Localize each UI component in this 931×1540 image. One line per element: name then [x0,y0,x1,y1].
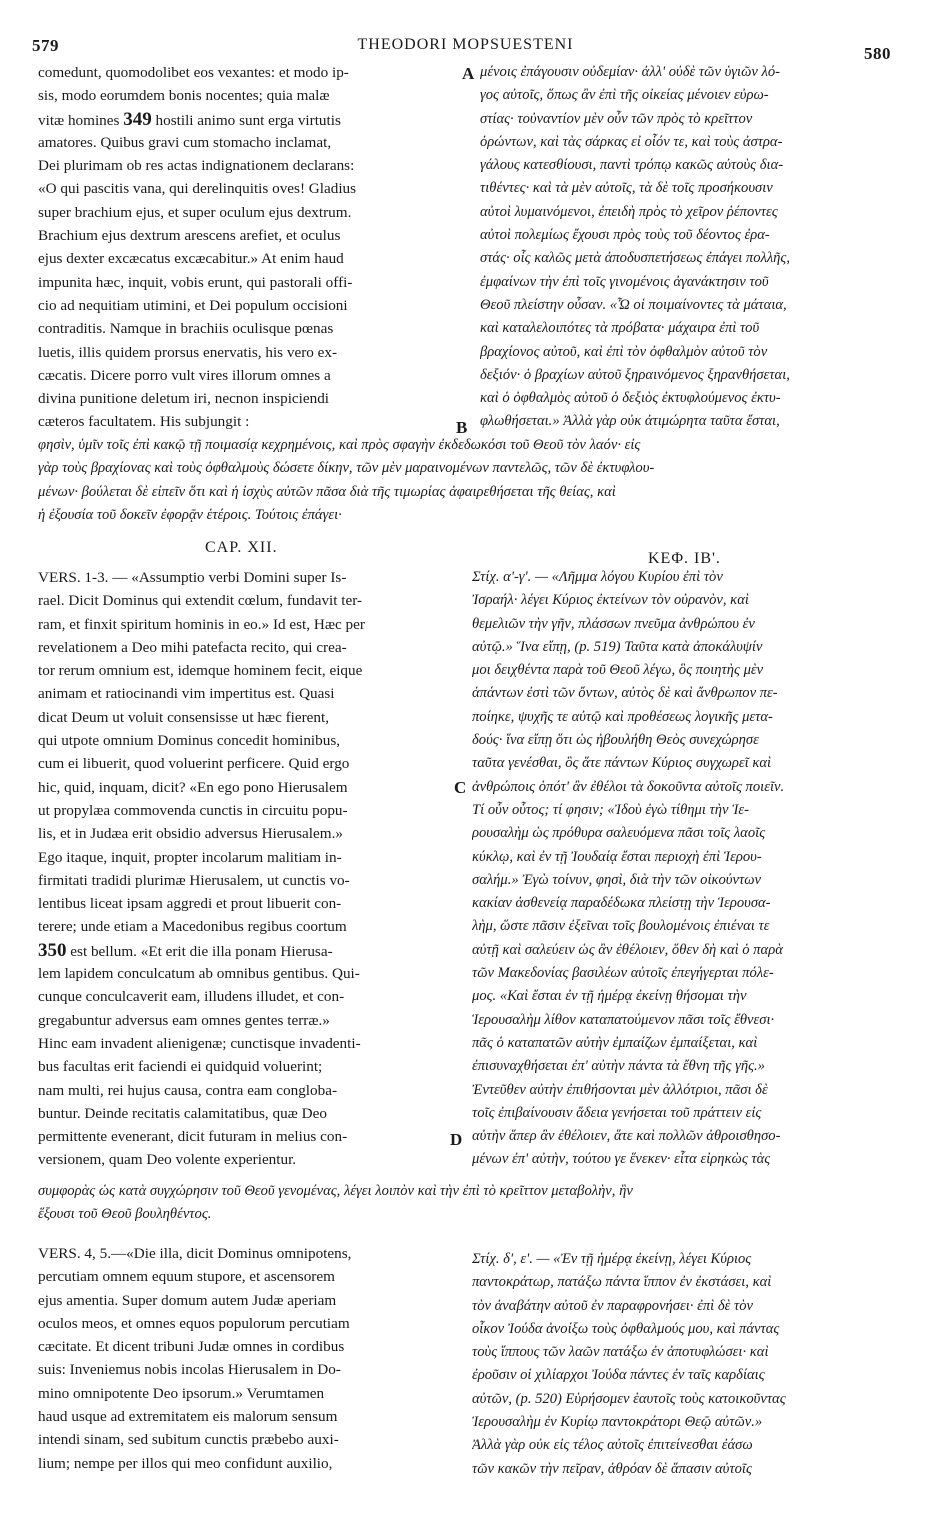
text-line: δεξιόν· ὁ βραχίων αὐτοῦ ξηραινόμενος ξηρανθήσεται, [480,366,790,383]
text-line: dicat Deum ut voluit consensisse ut hæc fierent, [38,708,330,726]
text-line: gregabuntur adversus eam omnes gentes terræ.» [38,1011,330,1029]
text-line: ἐπισυναχθήσεται ἐπ' αὐτὴν πάντα τὰ ἔθνη τῆς γῆς.» [472,1058,765,1075]
text-line: καὶ ὁ ὀφθαλμὸς αὐτοῦ ὁ δεξιὸς ἐκτυφλούμενος ἐκτυ- [480,390,781,407]
margin-letter-d: D [450,1130,463,1149]
greek-chapter-title: ΚΕΦ. ΙΒ'. [648,550,721,567]
text-line: κύκλῳ, καὶ ἐν τῇ Ἰουδαίᾳ ἔσται περιοχὴ ἐπὶ Ἱερου- [472,848,762,865]
text-line: VERS. 4, 5.—«Die illa, dicit Dominus omnipotens, [38,1245,352,1262]
text-line: φλωθήσεται.» Ἀλλὰ γὰρ οὐκ ἀτιμώρητα ταῦτα ἔσται, [480,413,780,430]
text-line: παντοκράτωρ, πατάξω πάντα ἵππον ἐν ἐκστάσει, καὶ [472,1274,772,1291]
text-line: αὐτὴν ἅπερ ἂν ἐθέλοιεν, ἅτε καὶ πολλῶν ἀθροισθησο- [472,1128,781,1145]
text-line: τιθέντες· καὶ τὰ μὲν αὐτοῖς, τὰ δὲ τοῖς προσήκουσιν [480,180,773,197]
text-line: ἀνθρώποις ὁπότ' ἂν ἐθέλοι τὰ δοκοῦντα αὐτοῖς ποιεῖν. [472,778,785,795]
text-line: comedunt, quomodolibet eos vexantes: et modo ip- [38,64,349,81]
margin-letter-c: C [454,778,467,797]
text-line: buntur. Deinde recitatis calamitatibus, quæ Deo [38,1104,327,1122]
text-line: Ἰσραήλ· λέγει Κύριος ἐκτείνων τὸν οὐρανὸν, καὶ [472,592,749,609]
text-line: Ἐντεῦθεν αὐτὴν ἐπιθήσονται μὲν ἀλλότριοι, πᾶσι δὲ [472,1081,768,1098]
greek-column-section2 [472,566,918,1172]
text-line: Ἀλλὰ γὰρ οὐκ εἰς τέλος αὐτοῖς ἐπιτείνεσθαι ἐάσω [472,1437,753,1454]
text-line: δούς· ἵνα εἴπῃ ὅτι ὡς ἠβουλήθη Θεὸς συνεχώρησε [472,732,759,749]
text-line: oculos meos, et omnes equos populorum percutiam [38,1314,350,1332]
text-line: φησὶν, ὑμῖν τοῖς ἐπὶ κακῷ τῇ ποιμασίᾳ κεχρημένοις, καὶ πρὸς σφαγὴν ἐκδεδωκόσι τοῦ Θεοῦ τὸν λαόν· εἰς [38,437,641,453]
margin-letter-b: B [456,418,468,437]
text-line: ἁπάντων ἐστὶ τῶν ὄντων, αὐτὸς δὲ καὶ ἄνθρωπον πε- [472,685,778,702]
text-line: revelationem a Deo mihi patefacta recito, qui crea- [38,638,347,656]
text-line: permittente evenerant, dicit futuram in melius con- [38,1128,348,1146]
text-line: Στίχ. δ', ε'. — «Ἐν τῇ ἡμέρᾳ ἐκείνῃ, λέγει Κύριος [472,1251,752,1267]
text-line: versionem, quam Deo volente experientur. [38,1151,297,1169]
text-line: bus facultas erit faciendi ei quidquid voluerint; [38,1058,323,1076]
text-line: lium; nempe per illos qui meo confidunt auxilio, [38,1454,333,1472]
text-line: τῶν Μακεδονίας βασιλέων αὐτοῖς ἐπεγήγερται πόλε- [472,965,774,982]
text-line: μοι δειχθέντα παρὰ τοῦ Θεοῦ λέγω, ὃς ποιητὴς μὲν [472,662,764,679]
text-line: πᾶς ὁ καταπατῶν αὐτὴν ἐμπαίζων ἐμπαίξεται, καὶ [472,1034,758,1051]
text-line: Στίχ. α'-γ'. — «Λῆμμα λόγου Κυρίου ἐπὶ τὸν [472,569,723,585]
text-line: ἐροῦσιν οἱ χιλίαρχοι Ἰούδα πάντες ἐν ταῖς καρδίαις [472,1367,765,1384]
text-line: rael. Dicit Dominus qui extendit cœlum, fundavit ter- [38,592,363,610]
text-line: Ego itaque, inquit, propter incolarum malitiam in- [38,848,342,866]
page-number-right: 580 [864,44,891,63]
text-line: τὸν ἀναβάτην αὐτοῦ ἐν παραφρονήσει· ἐπὶ δὲ τὸν [472,1297,754,1314]
text-line: cæcitate. Et dicent tribuni Judæ omnes in cordibus [38,1338,345,1356]
text-line: Brachium ejus dextrum arescens arefiet, et oculus [38,227,341,245]
text-line: super brachium ejus, et super oculum ejus dextrum. [38,203,352,221]
text-line: Θεοῦ πλείστην οὖσαν. «Ὦ οἱ ποιμαίνοντες τὰ μάταια, [480,296,787,313]
folio-number: 349 [123,108,152,130]
folio-number: 350 [38,939,67,961]
text-line: τοῖς ἐπιβαίνουσιν ἄδεια γενήσεται τοῦ πράττειν εἰς [472,1104,762,1121]
text-line: αὐτοὶ λυμαινόμενοι, ἐπειδὴ πρὸς τὸ χεῖρον ῥέποντες [480,203,778,220]
text-line: γάλους κατεσθίουσι, παντὶ τρόπῳ κακῶς αὐτοὺς δια- [480,157,784,174]
text-line: contraditis. Namque in brachiis oculisque pœnas [38,320,334,338]
text-line: firmitati tradidi plurimæ Hierusalem, ut cunctis vo- [38,871,350,889]
text-line: lis, et in Judæa erit obsidio adversus Hierusalem.» [38,825,343,843]
text-line: ἡ ἐξουσία τοῦ δοκεῖν ἐφορᾷν ἑτέροις. Τούτοις ἐπάγει· [38,506,342,523]
text-line: ram, et finxit spiritum hominis in eo.» Id est, Hæc per [38,615,365,633]
text-line: αὐτοὶ πολεμίως ἔχουσι πρὸς τοὺς τοῦ δέοντος ἐρα- [480,227,770,244]
text-line: lentibus liceat ipsam aggredi et prout libuerit con- [38,895,342,913]
text-line: animam et ratiocinandi vim impertitus est. Quasi [38,685,335,703]
text-line: στάς· οἷς καλῶς μετὰ ἀποδυσπετήσεως ἐπάγει πολλῆς, [480,250,790,267]
text-line: τοὺς ἵππους τῶν λαῶν πατάξω ἐν ἀποτυφλώσει· καὶ [472,1344,769,1361]
text-line: cæteros facultatem. His subjungit : [38,413,250,431]
text-line: sis, modo eorumdem bonis nocentes; quia malæ [38,87,330,105]
text-line: στίας· τοὐναντίον μὲν οὖν τῶν πρὸς τὸ κρεῖττον [480,110,753,127]
greek-column-section1 [480,61,916,434]
greek-fullwidth-section2 [38,1180,916,1227]
text-line: cum ei libuerit, quod voluerint perficere. Quid ergo [38,755,350,773]
text-line: θεμελιῶν τὴν γῆν, πλάσσων πνεῦμα ἀνθρώπου ἐν [472,615,755,632]
text-line: amatores. Quibus gravi cum stomacho inclamat, [38,133,332,151]
text-line: divina punitione deletum iri, necnon inspiciendi [38,390,330,408]
text-line: VERS. 1-3. — «Assumptio verbi Domini super Is- [38,569,347,586]
text-line: percutiam omnem equum stupore, et ascensorem [38,1268,335,1286]
text-line: γος αὐτοῖς, ὅπως ἂν ἐπὶ τῆς οἰκείας μένοιεν εὐρω- [480,87,769,104]
page-number-left: 579 [32,36,59,55]
text-line: μένων· βούλεται δὲ εἰπεῖν ὅτι καὶ ἡ ἰσχὺς αὐτῶν πᾶσα διὰ τῆς τιμωρίας ἀφαιρεθήσεται τῆς θείας, καὶ [38,483,616,500]
text-line: intendi sinam, sed subitum cunctis præbebo auxi- [38,1431,339,1449]
text-line: σαλήμ.» Ἐγὼ τοίνυν, φησὶ, διὰ τὴν τῶν οἰκούντων [472,871,761,888]
text-line: «O qui pascitis vana, qui derelinquitis oves! Gladius [38,180,357,198]
text-line: hic, quid, inquam, dicit? «En ego pono Hierusalem [38,778,348,796]
greek-fullwidth-section1 [38,434,916,527]
latin-column-section3 [38,1242,456,1475]
text-line: ποίηκε, ψυχῆς τε αὐτῷ καὶ προθέσεως λογικῆς μετα- [472,708,773,725]
text-line: κακίαν ἀσθενείᾳ παραδέδωκα πλείστῃ τὴν Ἱερουσα- [472,895,771,912]
text-line: Hinc eam invadent alienigenæ; cunctisque invadenti- [38,1034,361,1052]
text-line: Dei plurimam ob res actas indignationem declarans: [38,157,355,175]
text-line: γὰρ τοὺς βραχίονας καὶ τοὺς ὀφθαλμοὺς δώσετε δίκην, τῶν μὲν μαραινομένων παντελῶς, τῶν δὲ ἐκτυφλου- [38,460,655,477]
text-line: cunque conculcaverit eam, illudens illudet, et con- [38,988,345,1006]
text-line: συμφορὰς ὡς κατὰ συγχώρησιν τοῦ Θεοῦ γενομένας, λέγει λοιπὸν καὶ τὴν ἐπὶ τὸ κρεῖττον μεταβολὴν, ἣν [38,1183,633,1199]
text-line: μένων ἐπ' αὐτὴν, τούτου γε ἕνεκεν· εἶτα εἰρηκὼς τὰς [472,1151,771,1168]
text-line: Ἱερουσαλὴμ λίθον καταπατούμενον πᾶσι τοῖς ἔθνεσι· [472,1011,775,1028]
text-line: haud usque ad extremitatem eis malorum sensum [38,1408,338,1426]
text-line: ταῦτα γενέσθαι, ὃς ἅτε πάντων Κύριος συγχωρεῖ καὶ [472,755,772,772]
text-line: ejus dexter excæcatus excæcabitur.» At enim haud [38,250,344,268]
text-line: ejus amentia. Super domum autem Judæ aperiam [38,1291,337,1309]
greek-column-section3 [472,1248,918,1481]
text-line: ἐμφαίνων τὴν ἐπὶ τοῖς γινομένοις ἀγανάκτησιν τοῦ [480,273,769,290]
text-line: 350 est bellum. «Et erit die illa ponam Hierusa- [38,939,333,961]
text-line: cæcatis. Dicere porro vult vires illorum omnes a [38,366,331,384]
text-line: ἕξουσι τοῦ Θεοῦ βουληθέντος. [38,1206,212,1223]
text-line: terere; unde etiam a Macedonibus regibus coortum [38,918,347,936]
running-title: THEODORI MOPSUESTENI [357,36,574,53]
text-line: λὴμ, ὥστε πᾶσιν ἐξεῖναι τοῖς βουλομένοις ἐπιέναι τε [472,918,770,935]
text-line: αὐτῶν, (p. 520) Εὑρήσομεν ἑαυτοῖς τοὺς κατοικοῦντας [472,1390,786,1407]
text-line: impunita hæc, inquit, vobis erunt, qui pastorali offi- [38,273,353,291]
text-line: βραχίονος αὐτοῦ, καὶ ἐπὶ τὸν ὀφθαλμὸν αὐτοῦ τὸν [480,343,768,360]
text-line: lem lapidem conculcatum ab omnibus gentibus. Qui- [38,965,360,983]
text-line: luetis, illis quidem prorsus enervatis, his vero ex- [38,343,338,361]
text-line: μος. «Καὶ ἔσται ἐν τῇ ἡμέρᾳ ἐκείνῃ θήσομαι τὴν [472,988,747,1005]
text-line: ὁρώντων, καὶ τὰς σάρκας εἰ οἷόν τε, καὶ τοὺς ἀστρα- [480,133,783,150]
text-line: tor rerum omnium est, idemque hominem fecit, eique [38,662,363,680]
text-line: suis: Inveniemus nobis incolas Hierusalem in Do- [38,1361,341,1379]
margin-letter-a: A [462,64,475,83]
latin-column-section2 [38,566,456,1172]
text-line: αὐτῷ.» Ἵνα εἴπῃ, (p. 519) Ταῦτα κατὰ ἀποκάλυψίν [472,638,763,655]
latin-column-section1 [38,61,456,434]
text-line: vitæ homines 349 hostili animo sunt erga virtutis [38,108,341,130]
text-line: τῶν κακῶν τὴν πεῖραν, ἀθρόαν δὲ ἅπασιν αὐτοῖς [472,1460,752,1477]
text-line: qui utpote omnium Dominus concedit hominibus, [38,732,341,750]
latin-chapter-title: CAP. XII. [205,539,278,556]
text-line: nam multi, rei hujus causa, contra eam congloba- [38,1081,338,1099]
text-line: mino omnipotente Deo ipsorum.» Verumtamen [38,1384,325,1402]
text-line: μένοις ἐπάγουσιν οὐδεμίαν· ἀλλ' οὐδὲ τῶν ὑγιῶν λό- [480,64,780,80]
text-line: οἶκον Ἰούδα ἀνοίξω τοὺς ὀφθαλμούς μου, καὶ πάντας [472,1320,780,1337]
text-line: cio ad nequitiam utimini, et Dei populum occisioni [38,296,348,314]
text-line: ρουσαλὴμ ὡς πρόθυρα σαλευόμενα πᾶσι τοῖς λαοῖς [472,825,766,842]
text-line: ut propylæa commovenda cunctis in circuitu popu- [38,801,348,819]
text-line: Τί οὖν οὗτος; τί φησιν; «Ἰδοὺ ἐγὼ τίθημι τὴν Ἱε- [472,801,750,818]
text-line: αὐτῇ καὶ σαλεύειν ὡς ἂν ἐθέλοιεν, ὅθεν δὴ καὶ ὁ παρὰ [472,941,783,958]
text-line: Ἱερουσαλὴμ ἐν Κυρίῳ παντοκράτορι Θεῷ αὐτῶν.» [472,1414,763,1431]
text-line: καὶ καταλελοιπότες τὰ πρόβατα· μάχαιρα ἐπὶ τοῦ [480,320,760,337]
